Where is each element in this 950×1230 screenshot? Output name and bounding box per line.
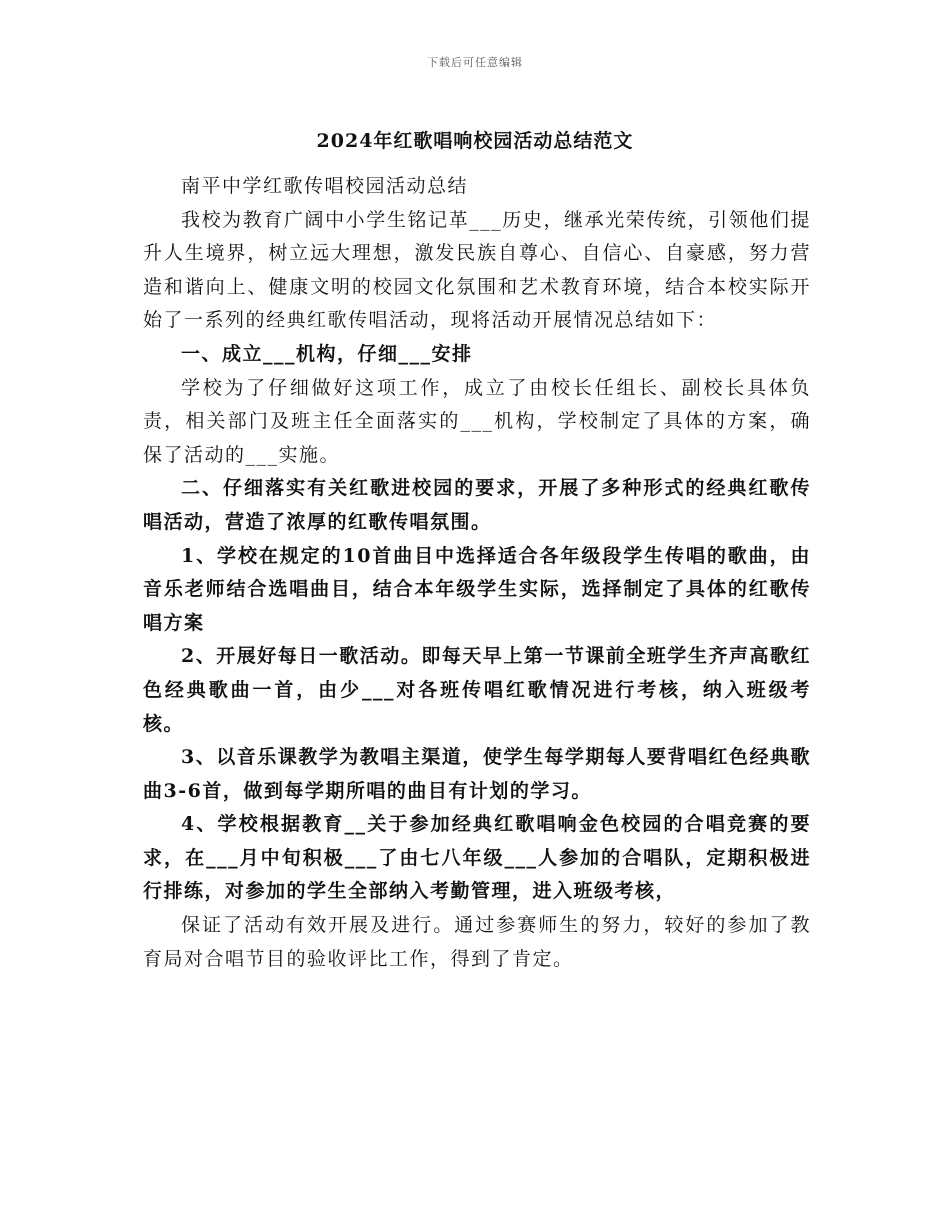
header-note: 下载后可任意编辑: [427, 56, 523, 69]
list-item-3: 3、以音乐课教学为教唱主渠道，使学生每学期每人要背唱红色经典歌曲3-6首，做到每学期所唱的曲目有计划的学习。: [143, 746, 811, 802]
paragraph-subtitle: 南平中学红歌传唱校园活动总结: [181, 175, 469, 197]
list-item-4: 4、学校根据教育__关于参加经典红歌唱响金色校园的合唱竞赛的要求，在___月中旬积极___了由七八年级___人参加的合唱队，定期积极进行排练，对参加的学生全部纳入考勤管理，进入班级考核，: [143, 813, 811, 903]
document-title: 2024年红歌唱响校园活动总结范文: [316, 130, 634, 152]
list-item-2: 2、开展好每日一歌活动。即每天早上第一节课前全班学生齐声高歌红色经典歌曲一首，由少___对各班传唱红歌情况进行考核，纳入班级考核。: [143, 645, 811, 735]
section-heading-1: 一、成立___机构，仔细___安排: [181, 342, 473, 365]
list-item-1: 1、学校在规定的10首曲目中选择适合各年级段学生传唱的歌曲，由音乐老师结合选唱曲目，结合本年级学生实际，选择制定了具体的红歌传唱方案: [143, 544, 811, 634]
document-body: [143, 170, 811, 976]
paragraph-intro: 我校为教育广阔中小学生铭记革___历史，继承光荣传统，引领他们提升人生境界，树立远大理想，激发民族自尊心、自信心、自豪感，努力营造和谐向上、健康文明的校园文化氛围和艺术教育环境，结合本校实际开始了一系列的经典红歌传唱活动，现将活动开展情况总结如下：: [143, 208, 811, 332]
paragraph-section-1: 学校为了仔细做好这项工作，成立了由校长任组长、副校长具体负责，相关部门及班主任全面落实的___机构，学校制定了具体的方案，确保了活动的___实施。: [143, 376, 811, 466]
section-heading-2: 二、仔细落实有关红歌进校园的要求，开展了多种形式的经典红歌传唱活动，营造了浓厚的红歌传唱氛围。: [143, 477, 811, 533]
paragraph-conclusion: 保证了活动有效开展及进行。通过参赛师生的努力，较好的参加了教育局对合唱节目的验收评比工作，得到了肯定。: [143, 914, 811, 970]
